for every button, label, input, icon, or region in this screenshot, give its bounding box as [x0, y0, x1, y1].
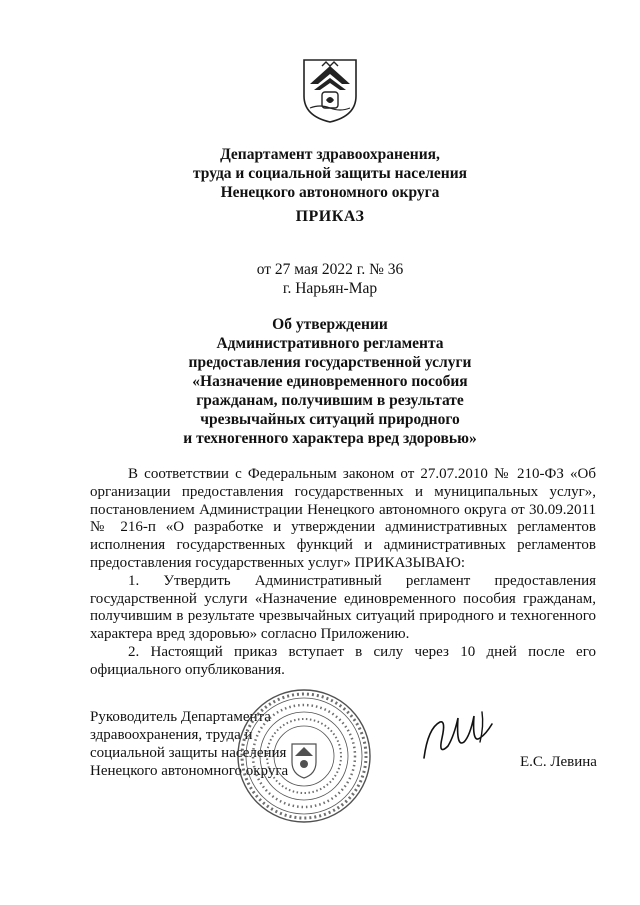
handwritten-signature-icon: [418, 708, 498, 768]
subject-line: Административного регламента: [216, 335, 444, 352]
position-line: Ненецкого автономного округа: [90, 763, 289, 779]
order-title: ПРИКАЗ: [295, 208, 365, 225]
coat-of-arms-emblem-icon: [300, 56, 360, 124]
order-date: от 27 мая 2022 г. № 36: [256, 261, 404, 278]
subject-line: «Назначение единовременного пособия: [192, 373, 468, 390]
subject-line: и техногенного характера вред здоровью»: [183, 430, 477, 447]
order-date-block: [60, 260, 600, 298]
position-line: здравоохранения, труда и: [90, 727, 253, 743]
official-seal-icon: [234, 686, 374, 826]
subject-line: гражданам, получившим в результате: [196, 392, 464, 409]
signer-name: Е.С. Левина: [520, 754, 597, 770]
preamble-paragraph: В соответствии с Федеральным законом от 27.07.2010 № 210-ФЗ «Об организации предоставления государственных и муниципальных услуг», постановлением Администрации Ненецкого автономного округа от 30.09.2011 № 216-п «О разработке и утверждении административных регламентов исполнения государственных функций и административных регламентов предоставления государственных услуг» ПРИКАЗЫВАЮ:: [90, 466, 596, 571]
order-subject: [60, 315, 600, 448]
subject-line: предоставления государственной услуги: [188, 354, 472, 371]
department-name: [60, 145, 600, 202]
subject-line: Об утверждении: [272, 316, 388, 333]
order-body: [90, 466, 596, 680]
dept-line: Ненецкого автономного округа: [220, 184, 440, 201]
position-line: Руководитель Департамента: [90, 709, 271, 725]
item-2-paragraph: 2. Настоящий приказ вступает в силу через 10 дней после его официального опубликования.: [90, 643, 596, 678]
item-1-paragraph: 1. Утвердить Административный регламент предоставления государственной услуги «Назначение единовременного пособия гражданам, получившим в результате чрезвычайных ситуаций природного и техногенного характера вред здоровью» согласно Приложению.: [90, 572, 596, 643]
subject-line: чрезвычайных ситуаций природного: [200, 411, 460, 428]
order-city: г. Нарьян-Мар: [282, 280, 378, 297]
dept-line: Департамент здравоохранения,: [220, 146, 440, 163]
dept-line: труда и социальной защиты населения: [192, 165, 468, 182]
position-line: социальной защиты населения: [90, 745, 287, 761]
